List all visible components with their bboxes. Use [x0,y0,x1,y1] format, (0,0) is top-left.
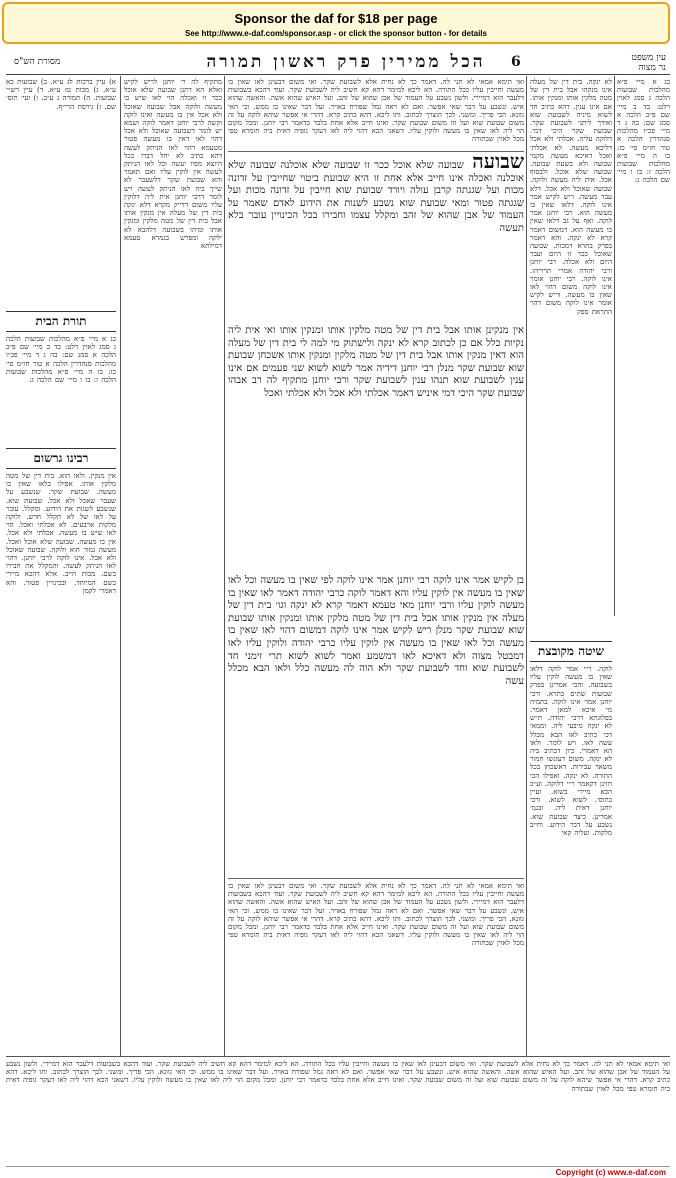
mishnah-block [228,155,524,325]
upper-commentary: ואי תימא אמאי לא תני לה. דאמר כך לא נחית אלא לשבועת שקר. ואי משום דבעינן לאו שאין בו מעשה וחייבין עליו ככל התורה. הא ליכא למימר דהא קא חשיב ליה לשבועת שקר. ועוד דהכא בשבועות דלעבר הוא דמיירי. ולשון נשבע על העמוד של אבן שהוא של זהב. ועל האיש שהוא אשה. והאשה שהוא איש. ונשבע על דבר שאי אפשר. ואם לא ראה גמל שפורח באויר. ועל דבר שאינו בו ממש. וכי האי גוונא. הכי פריך. ומשני. לכך הוצרך לכתוב. ותו ליכא. דהא כתיב קרא. דהרי אי אפשר שיהא לוקה על זה משום שבועת שוא ועל זה משום שבועת שקר. ואינו חייב אלא אחת בלבד כדאמר רבי יוחנן. ומכל מקום הוי ליה לאו שאין בו מעשה ולוקין עליו. דשאני הכא דהוי ליה לאו דעקר גופיה דאית ביה חומרא טפי מכל לאוין שבתורה [228,78,524,144]
tosafot-text: מתקיף לה ר׳ יוחנן לריש לקיש ואלא הא דתנן שבועה שלא אוכל ככר זו ואכלה הוי לאו שיש בו מעשה ולוקה אבל שבועה שאוכל ולא אכל אין בו מעשה ואינו לוקה וקשה לרבי יוחנן דאמר לוקה ושמא יש לומר דשבועה שאוכל ולא אכל דהוי לאו דאין בו מעשה פטור מטעמא דהוי לאו הניתק לעשה דהא כתיב לא יחל דברו ככל היוצא מפיו יעשה וכל לאו הניתק לעשה אין לוקין עליו ואם תאמר והא שבועת שקר דלשעבר לא שייך ביה לאו הניתק לעשה ויש לומר דרבי יוחנן אית ליה דלוקין עליו משום דדייק מקרא דלא ינקה בית דין של מעלה אין מנקין אותו אבל בית דין של מטה מלקין ומנקין אותו ומיהו בשבועה דלהבא לא ילקה ומפרש בגמרא טעמא דמילתא [124,78,222,251]
column-divider [614,76,615,616]
shita-mekubetzes-title: שיטה מקובצת [530,641,612,662]
masores-text: א) עיין ברכות לג ע״א. ב) שבועות כא ע״א. ג) מכות טז ע״א. ד) עיין רש״י שבועות. ה) תמורה ג ע״ב. ו) ועי׳ תוס׳ שם. ז) גירסת הרי״ף. [6,78,116,111]
sponsor-title[interactable]: Sponsor the daf for $18 per page [234,11,438,26]
rashi-column [530,78,612,1053]
page-title: הכל ממירין פרק ראשון תמורה [206,52,486,72]
bottom-commentary-text: ואי תימא אמאי לא תני לה. דאמר כך לא נחית אלא לשבועת שקר. ואי משום דבעינן לאו שאין בו מעשה וחייבין עליו ככל התורה. הא ליכא למימר דהא קא חשיב ליה לשבועת שקר. ועוד דהכא בשבועות דלעבר הוא דמיירי. ולשון נשבע על העמוד של אבן שהוא של זהב. ועל האיש שהוא אשה. והאשה שהוא איש. ונשבע על דבר שאי אפשר. ואם לא ראה גמל שפורח באויר. ועל דבר שאינו בו ממש. וכי האי גוונא. הכי פריך. ומשני. לכך הוצרך לכתוב. ותו ליכא. דהא כתיב קרא. דהרי אי אפשר שיהא לוקה על זה משום שבועת שוא ועל זה משום שבועת שקר. ואינו חייב אלא אחת בלבד כדאמר רבי יוחנן. ומכל מקום הוי ליה לאו שאין בו מעשה ולוקין עליו. דשאני הכא דהוי ליה לאו דעקר גופיה דאית ביה חומרא טפי מכל לאוין שבתורה [6,1060,670,1093]
gemara-lower-commentary: ואי תימא אמאי לא תני לה. דאמר כך לא נחית אלא לשבועת שקר. ואי משום דבעינן לאו שאין בו מעשה וחייבין עליו ככל התורה. הא ליכא למימר דהא קא חשיב ליה לשבועת שקר. ועוד דהכא בשבועות דלעבר הוא דמיירי. ולשון נשבע על העמוד של אבן שהוא של זהב. ועל האיש שהוא אשה. והאשה שהוא איש. ונשבע על דבר שאי אפשר. ואם לא ראה גמל שפורח באויר. ועל דבר שאינו בו ממש. וכי האי גוונא. הכי פריך. ומשני. לכך הוצרך לכתוב. ותו ליכא. דהא כתיב קרא. דהרי אי אפשר שיהא לוקה על זה משום שבועת שוא ועל זה משום שבועת שקר. ואינו חייב אלא אחת בלבד כדאמר רבי יוחנן. ומכל מקום הוי ליה לאו שאין בו מעשה ולוקין עליו. דשאני הכא דהוי ליה לאו דעקר גופיה דאית ביה חומרא טפי מכל לאוין שבתורה [228,882,524,948]
shita-mekubetzes-text: לוקה. ר״י אמר לוקה דלאו שאין בו מעשה לוקין עליו בשבועה. והכי אמרינן בפרק שבועות שתים בתרא. ורבי יוחנן אמר אינו לוקה. בתמיה מי איכא למאן דאמר. בפלוגתא דרבי יהודה. ת״ש לא ינקה מיבעי ליה. וממאי דכי כתיב לאו הבא מכלל עשה לאו. ויש לומר. ולאו הא דאמרי. כיון דכתיב ביה לא ינקה. משום דעונשו חמור משאר עבירות. דאשכחן בכל התורה. לא ינקה. ואפילו הכי חזינן דקאמר ר״י דלוקה. וע״כ הכא מיירי בשוא. ועיין בתוס׳. לשוא לשוא. ורבי יוחנן דאית ליה. ובגמ׳ אמרינן. כיצד שבועת שוא. נשבע על דבר הידוע. וחייב מלקות. ועליה קאי [530,665,612,838]
header-masores: מסורת הש"ס [14,57,61,67]
ein-mishpat-text: בג א מיי׳ פ״א מהלכות שבועות הלכה ג סמג לאוין רלט: בד ב מיי׳ שם פ״ב הלכה א סמג שם: בה ג ד מיי׳ פכ״ו מהלכות סנהדרין הלכה א טור חו״מ סי׳ כז: בו ה מיי׳ פ״א מהלכות שבועות הלכה ז: בז ו מיי׳ שם הלכה ג: [617,78,670,185]
header-ein-mishpat [632,53,666,73]
header-ein-mishpat-line1: עין משפט [631,53,666,63]
header-ein-mishpat-line2: נר מצוה [638,63,666,73]
rabbeinu-gershom-title: רבינו גרשום [6,448,116,469]
gemara-text-1: אין מנקינן אותו אבל בית דין של מטה מלקין אותו ומנקין אותו ואי אית ליה נקיות כלל אם כן לכתוב קרא לא ינקה ולישתוק מי למה לי בית דין של מעלה הוא דאין מנקין אותו אבל בית דין של מטה מלקין ומנקין אותו אשכחן שבועת שוא שבועת שקר מנלן רבי יוחנן דידיה אמר לשוא לשוא שני פעמים אם אינו ענין לשבועת שוא תנהו ענין לשבועת שקר ורבי יוחנן מתקיף לה רב אבהו שבועת שקר היכי דמי איניש דאמר אכלתי ולא אכל ולא אכלתי ואכל [228,325,524,399]
tosafot-column [124,78,222,1053]
rabbeinu-gershom-text: אין מנקין. ולאו הוא. בית דין של מטה מלקין אותו. אפילו בלאו שאין בו מעשה. שבועת שקר. שנשבע על שעבר שאכל ולא אכל. שבועת שוא. שנשבע לשנות את הידוע. ומקלל. עובר על לאו של לא תקלל חרש. ולוקה מלקות ארבעים. לא אכלתי ואכל. הוי לאו שיש בו מעשה. אכלתי ולא אכל. אין בו מעשה. שבועה שלא אוכל ואכל. מעשה גמור הוא ולוקה. שבועה שאוכל ולא אכל. אינו לוקה לרבי יוחנן. דהוי לאו הניתק לעשה. והמקלל את חבירו בשם. מכות חייב. אלא דהכא מיירי בשם המיוחד. ובכינויין פטור. והא דאמרי לקמן [6,472,116,595]
left-margin-column [6,78,116,1053]
toras-habayis-text: בג א מיי׳ פ״א מהלכות שבועות הלכה ג סמג לאוין רלט: בד ב מיי׳ שם פ״ב הלכה א סמג שם: בה ג ד מיי׳ פכ״ו מהלכות סנהדרין הלכה א טור חו״מ סי׳ כז: בו ה מיי׳ פ״א מהלכות שבועות הלכה ז: בז ו מיי׳ שם הלכה ג: [6,335,116,385]
column-divider [526,76,527,1056]
ein-mishpat-column [617,78,670,618]
sponsor-subtitle[interactable]: See http://www.e-daf.com/sponsor.asp - or click the sponsor button - for details [185,29,487,38]
divider-line [228,151,524,152]
talmud-page [6,52,670,1162]
column-divider [120,76,121,1056]
page-header [6,52,670,75]
page-number: 6 [511,54,521,70]
rashi-text: לא ינקה. בית דין של מעלה אינו מנקהו אבל בית דין של מטה מלקין אותו ומנקין אותו. אם אינו ענין. דהא כתיב חד לשוא מיניה לשבועת שוא ואידך ליתני לשבועת שקר. שבועת שקר היכי דמי. דלוקה עליה. אכלתי ולא אכל דליכא מעשה. לא אכלתי ואכל דאיכא מעשה מקמי שבועה ולא בשעת שבועה. שבועה שלא אוכל. ולבסוף אכל. אית ליה מעשה ולוקה. שבועה שאוכל ולא אכל. דלא עבד מעשה. ריש לקיש אמר אינו לוקה. דלאו שאין בו מעשה הוא. רבי יוחנן אמר לוקה. ואף על גב דלאו שאין בו מעשה הוא. דמשום דאמר קרא לא ינקה. והא דאמר בפרק בתרא דמכות. שבועה שאוכל ככר זו היום ועבר היום ולא אכלה. רבי יוחנן ורבי יהודה אמרי תרוייהו. אינו לוקה. רבי יוחנן אומר אינו לוקה משום דהוי לאו שאין בו מעשה. וריש לקיש אומר אינו לוקה משום דהוי התראת ספק [530,78,612,316]
gemara-column [228,78,524,1053]
bottom-commentary [6,1056,670,1161]
mishnah-text: שבועה שלא אוכל ככר זו שבועה שלא אוכלנה שבועה שלא אוכלנה ואכלה אינו חייב אלא אחת זו היא שבועת ביטוי שחייבין על זדונה מכות ועל שגגתה קרבן עולה ויורד שבועת שוא חייבין על זדונה מכות ועל שגגתה פטור ומאי שבועת שוא נשבע לשנות את הידוע לאדם שאמר על העמוד של אבן שהוא של זהב ומקלל עצמו וחבירו בכל הכינויין עובר בלא תעשה [228,160,524,234]
copyright-link[interactable]: Copyright (c) www.e-daf.com [555,1168,666,1177]
opening-word: שבועה [472,155,524,173]
divider-line [228,878,524,879]
gemara-text-2: בן לקיש אמר אינו לוקה רבי יוחנן אמר אינו לוקה לפי שאין בו מעשה וכל לאו שאין בו מעשה אין לוקין עליו והא דאמר לוקה כרבי יהודה דאמר לאו שאין בו מעשה לוקין עליו ורבי יוחנן מאי טעמא דאמר קרא לא ינקה וגו׳ בית דין של מעלה אין מנקין אותו אבל בית דין של מטה מלקין אותו ומנקין אותו שבועת שוא שבועת שקר מנלן ריש לקיש אמר אינו לוקה דמשום דהוי לאו שאין בו מעשה וכל לאו שאין בו מעשה אין לוקין עליו כרבי יהודה ולוקין עליו לאו דמבטל מצוה ולא דאיכא לאו דמשמע ואמר לשוא לשוא תרי זימני חד לשבועת שוא וחד לשבועת שקר ולא הוה לה מעשה כלל ולאו הבא מכלל עשה [228,575,524,687]
sponsor-banner[interactable] [2,2,670,44]
column-divider [224,76,225,1056]
footer [6,1166,670,1177]
toras-habayis-title: תורת הבית [6,311,116,332]
